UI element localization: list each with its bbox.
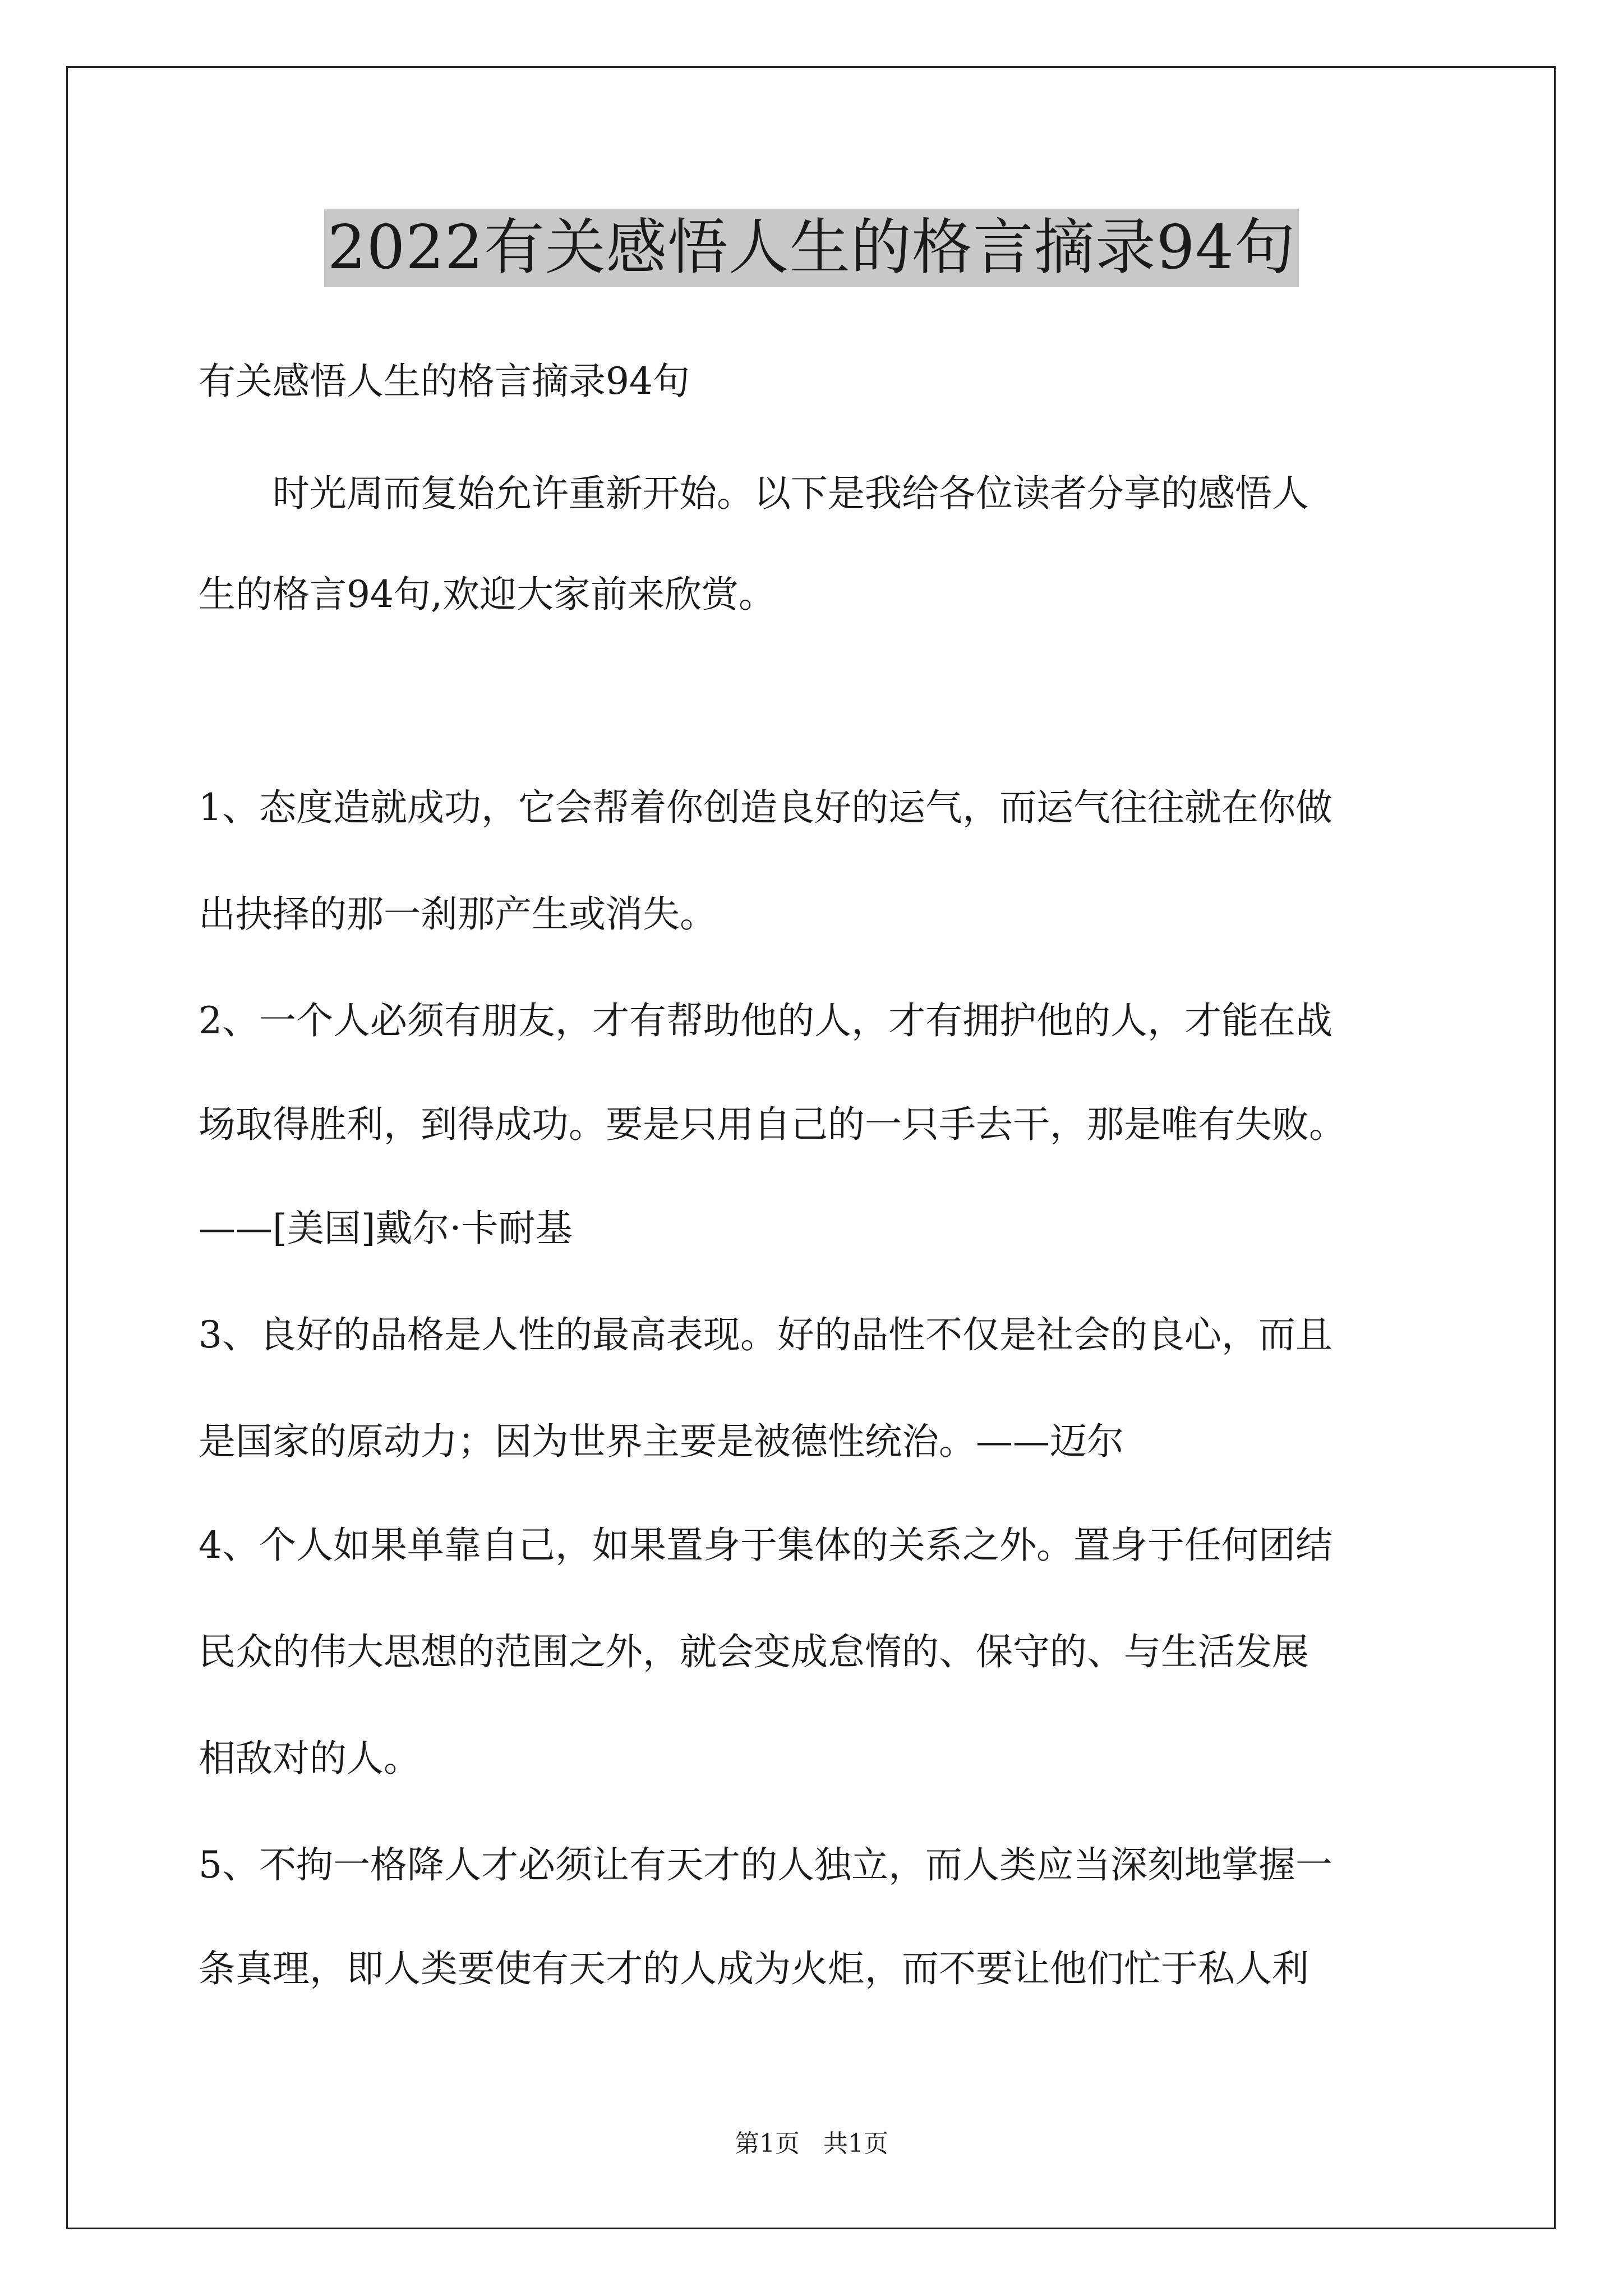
- paragraph-line: 1、态度造就成功，它会帮着你创造良好的运气，而运气往往就在你做: [199, 786, 1332, 829]
- paragraph-line: 时光周而复始允许重新开始。以下是我给各位读者分享的感悟人: [236, 472, 1309, 515]
- paragraph-line: 是国家的原动力；因为世界主要是被德性统治。——迈尔: [199, 1420, 1124, 1463]
- paragraph-line: 2、一个人必须有朋友，才有帮助他的人，才有拥护他的人，才能在战: [199, 999, 1332, 1042]
- paragraph-line: 民众的伟大思想的范围之外，就会变成怠惰的、保守的、与生活发展: [199, 1630, 1309, 1673]
- page-number: 第1页: [735, 2129, 800, 2158]
- paragraph-line: 场取得胜利，到得成功。要是只用自己的一只手去干，那是唯有失败。: [199, 1103, 1346, 1146]
- document-title: 2022有关感悟人生的格言摘录94句: [324, 209, 1299, 287]
- title-container: [0, 209, 1623, 287]
- document-subtitle: 有关感悟人生的格言摘录94句: [199, 360, 690, 403]
- page-footer: [0, 2128, 1623, 2160]
- paragraph-line: 出抉择的那一刹那产生或消失。: [199, 892, 717, 936]
- paragraph-line: 4、个人如果单靠自己，如果置身于集体的关系之外。置身于任何团结: [199, 1524, 1332, 1567]
- paragraph-line: 相敌对的人。: [199, 1737, 421, 1780]
- paragraph-line: 3、良好的品格是人性的最高表现。好的品性不仅是社会的良心，而且: [199, 1313, 1332, 1356]
- page-total: 共1页: [823, 2129, 888, 2158]
- paragraph-line: 生的格言94句,欢迎大家前来欣赏。: [199, 573, 776, 616]
- paragraph-line: 5、不拘一格降人才必须让有天才的人独立，而人类应当深刻地掌握一: [199, 1843, 1332, 1887]
- paragraph-line: ——[美国]戴尔·卡耐基: [199, 1207, 573, 1250]
- paragraph-line: 条真理，即人类要使有天才的人成为火炬，而不要让他们忙于私人利: [199, 1947, 1309, 1990]
